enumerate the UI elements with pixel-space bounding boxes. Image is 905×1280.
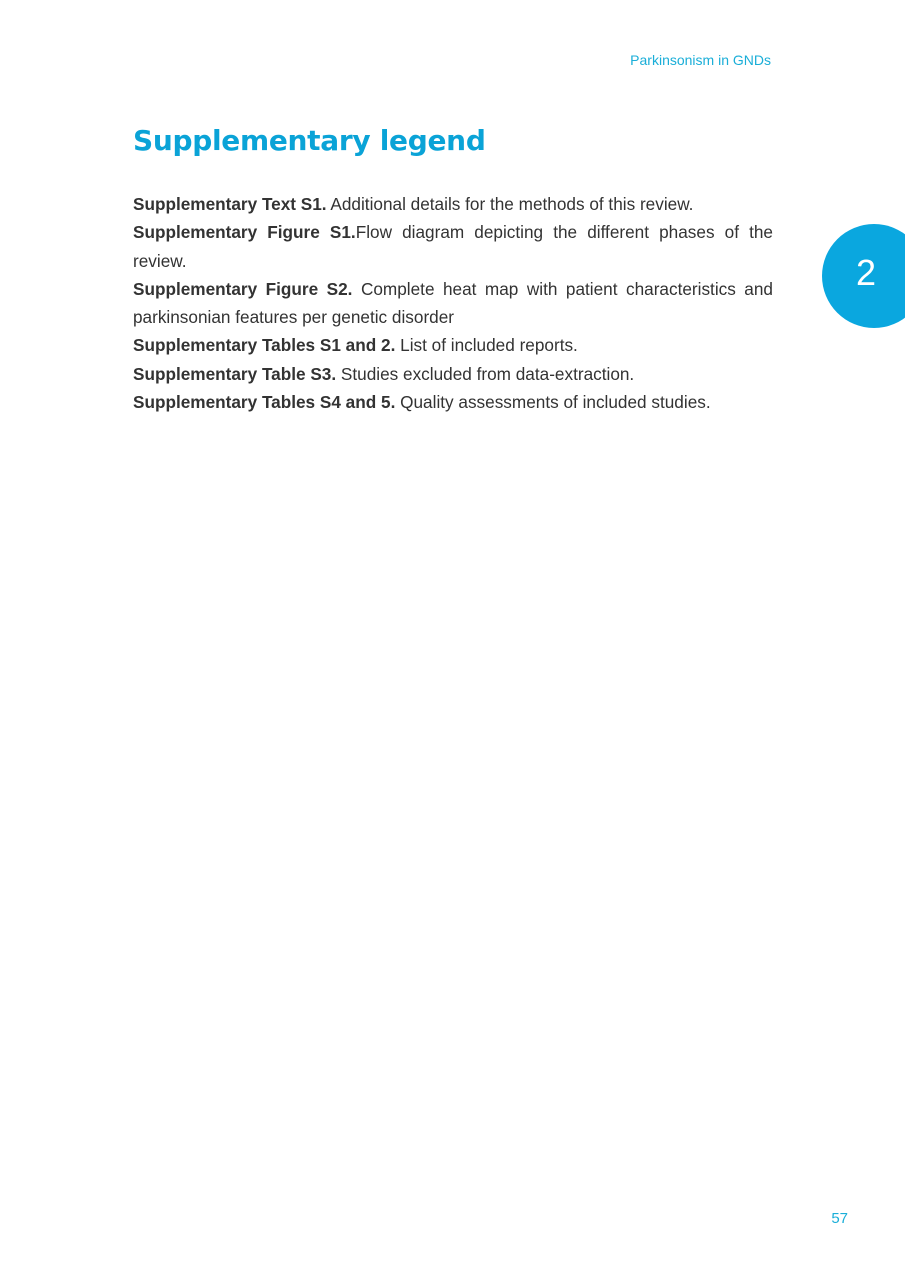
running-header: Parkinsonism in GNDs <box>630 52 771 68</box>
legend-item <box>133 275 773 332</box>
legend-item-label: Supplementary Figure S2. <box>133 278 353 299</box>
legend-item-label: Supplementary Figure S1. <box>133 222 356 243</box>
chapter-tab <box>822 224 905 328</box>
legend-item-text: Flow diagram depicting the different phases of the review. <box>133 222 773 271</box>
legend-item-label: Supplementary Text S1. <box>133 194 327 214</box>
chapter-number: 2 <box>855 252 877 293</box>
legend-item-text: Studies excluded from data-extraction. <box>336 363 635 384</box>
legend-item <box>133 218 773 275</box>
legend-item-text: Additional details for the methods of this review. <box>326 194 694 214</box>
legend-item-label: Supplementary Tables S4 and 5. <box>133 392 396 413</box>
legend-item <box>133 331 773 359</box>
legend-item-label: Supplementary Table S3. <box>133 363 337 384</box>
legend-item <box>133 360 773 388</box>
legend-item <box>133 190 773 218</box>
legend-item-text: List of included reports. <box>395 335 578 356</box>
legend-item-label: Supplementary Tables S1 and 2. <box>133 335 396 356</box>
page-number: 57 <box>831 1210 848 1227</box>
legend-item-text: Quality assessments of included studies. <box>395 392 711 413</box>
section-title: Supplementary legend <box>133 124 486 157</box>
legend-item <box>133 388 773 416</box>
legend-item-text: Complete heat map with patient characteristics and parkinsonian features per genetic disorder <box>133 278 773 328</box>
supplementary-legend-list <box>133 190 773 416</box>
